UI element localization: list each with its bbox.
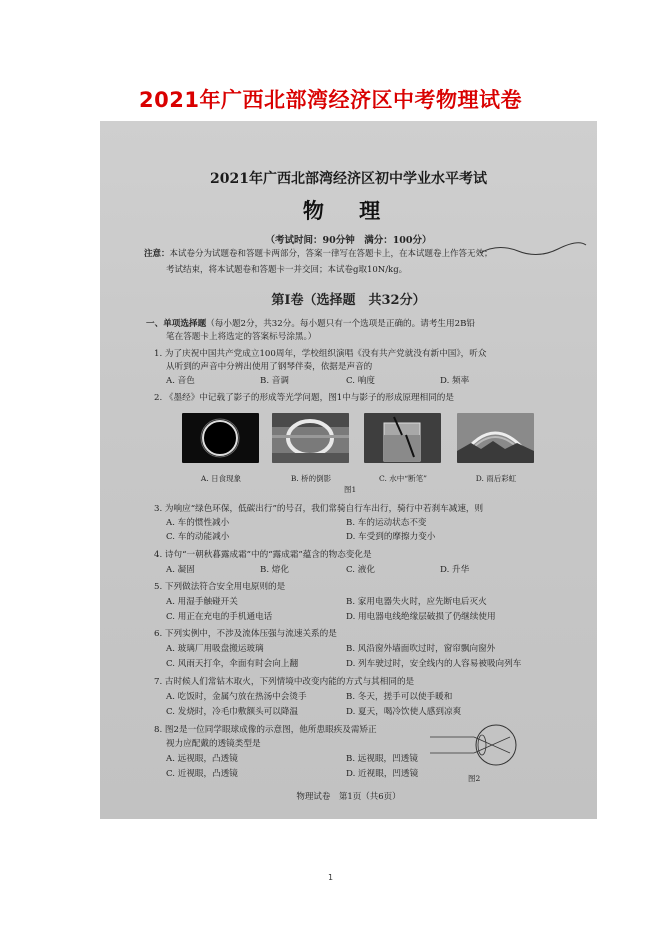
q1-option-a: A. 音色 — [166, 376, 195, 386]
notice-line-2: 考试结束，将本试题卷和答题卡一并交回；本试卷g取10N/kg。 — [166, 265, 408, 275]
q3-option-a: A. 车的惯性减小 — [166, 518, 230, 528]
question-2: 2. 《墨经》中记载了影子的形成等光学问题，图1中与影子的形成原理相同的是 — [154, 393, 454, 403]
q8-option-a: A. 远视眼，凸透镜 — [166, 754, 238, 764]
q5-option-b: B. 家用电器失火时，应先断电后灭火 — [346, 597, 487, 607]
bent-pencil-image — [364, 413, 441, 463]
q8-option-b: B. 远视眼，凹透镜 — [346, 754, 418, 764]
caption-a: A. 日食现象 — [200, 474, 242, 483]
section-label: 一、单项选择题 — [146, 319, 207, 329]
q4-option-c: C. 液化 — [346, 565, 375, 575]
rainbow-image — [457, 413, 534, 463]
q8-option-c: C. 近视眼，凸透镜 — [166, 769, 238, 779]
question-6: 6. 下列实例中，不涉及流体压强与流速关系的是 — [154, 629, 337, 639]
caption-d: D. 雨后彩虹 — [475, 474, 517, 483]
q7-option-c: C. 发烧时，冷毛巾敷额头可以降温 — [166, 707, 299, 717]
caption-b: B. 桥的倒影 — [290, 474, 332, 483]
q5-option-d: D. 用电器电线绝缘层破损了仍继续使用 — [346, 612, 496, 622]
section-instructions-2: 笔在答题卡上将选定的答案标号涂黑。） — [166, 332, 317, 342]
q4-option-a: A. 凝固 — [166, 565, 195, 575]
q3-option-c: C. 车的动能减小 — [166, 532, 230, 542]
q3-option-d: D. 车受到的摩擦力变小 — [346, 532, 436, 542]
figure-2-label: 图2 — [468, 774, 481, 783]
solar-eclipse-image — [182, 413, 259, 463]
q7-option-b: B. 冬天，搓手可以使手暖和 — [346, 692, 453, 702]
q5-option-a: A. 用湿手触碰开关 — [166, 597, 238, 607]
exam-subject: 物 理 — [302, 198, 395, 223]
question-1-line-2: 从听到的声音中分辨出使用了钢琴伴奏，依据是声音的 — [166, 362, 373, 372]
q1-option-d: D. 频率 — [440, 376, 470, 386]
notice-line-1 — [144, 248, 584, 260]
q6-option-a: A. 玻璃厂用吸盘搬运玻璃 — [166, 644, 264, 654]
document-title: 2021年广西北部湾经济区中考物理试卷 — [139, 88, 522, 112]
bridge-reflection-image — [272, 413, 349, 463]
q1-option-c: C. 响度 — [346, 376, 375, 386]
question-4: 4. 诗句“一朝秋暮露成霜”中的“露成霜”蕴含的物态变化是 — [154, 550, 372, 560]
exam-title: 2021年广西北部湾经济区初中学业水平考试 — [210, 171, 487, 187]
q7-option-d: D. 夏天，喝冷饮使人感到凉爽 — [346, 707, 462, 717]
question-8-line-1: 8. 图2是一位同学眼球成像的示意图，他所患眼疾及需矫正 — [154, 725, 377, 735]
q6-option-b: B. 风沿窗外墙面吹过时，窗帘飘向窗外 — [346, 644, 496, 654]
q3-option-b: B. 车的运动状态不变 — [346, 518, 427, 528]
notice-text-1: 本试卷分为试题卷和答题卡两部分，答案一律写在答题卡上，在本试题卷上作答无效； — [169, 249, 493, 259]
question-8-line-2: 视力应配戴的透镜类型是 — [166, 739, 261, 749]
caption-c: C. 水中“断笔” — [379, 474, 427, 483]
scanned-exam-photo — [100, 121, 597, 819]
question-7: 7. 古时候人们常钻木取火，下列情境中改变内能的方式与其相同的是 — [154, 677, 415, 687]
section-instructions: （每小题2分，共32分。每小题只有一个选项是正确的。请考生用2B铅 — [206, 319, 475, 329]
section-heading — [146, 318, 475, 330]
question-5: 5. 下列做法符合安全用电原则的是 — [154, 582, 286, 592]
page-number: 1 — [327, 873, 334, 882]
q7-option-a: A. 吃饭时，金属勺放在热汤中会烫手 — [166, 692, 307, 702]
notice-label: 注意： — [144, 249, 170, 259]
q1-option-b: B. 音调 — [260, 376, 289, 386]
q6-option-d: D. 列车驶过时，安全线内的人容易被吸向列车 — [346, 659, 522, 669]
q8-option-d: D. 近视眼，凹透镜 — [346, 769, 419, 779]
q6-option-c: C. 风雨天打伞，伞面有时会向上翻 — [166, 659, 299, 669]
page-footer: 物理试卷 第1页（共6页） — [296, 792, 401, 802]
q5-option-c: C. 用正在充电的手机通电话 — [166, 612, 273, 622]
q4-option-d: D. 升华 — [440, 565, 470, 575]
question-1-line-1: 1. 为了庆祝中国共产党成立100周年，学校组织演唱《没有共产党就没有新中国》，听众 — [154, 349, 487, 359]
eye-diagram — [430, 723, 530, 771]
exam-time-line: （考试时间：90分钟 满分：100分） — [265, 235, 432, 246]
part-title: 第Ⅰ卷（选择题 共32分） — [271, 293, 426, 308]
question-3: 3. 为响应“绿色环保，低碳出行”的号召，我们常骑自行车出行，骑行中若刹车减速，则 — [154, 504, 484, 514]
figure-1-label: 图1 — [344, 485, 357, 494]
q4-option-b: B. 熔化 — [260, 565, 289, 575]
